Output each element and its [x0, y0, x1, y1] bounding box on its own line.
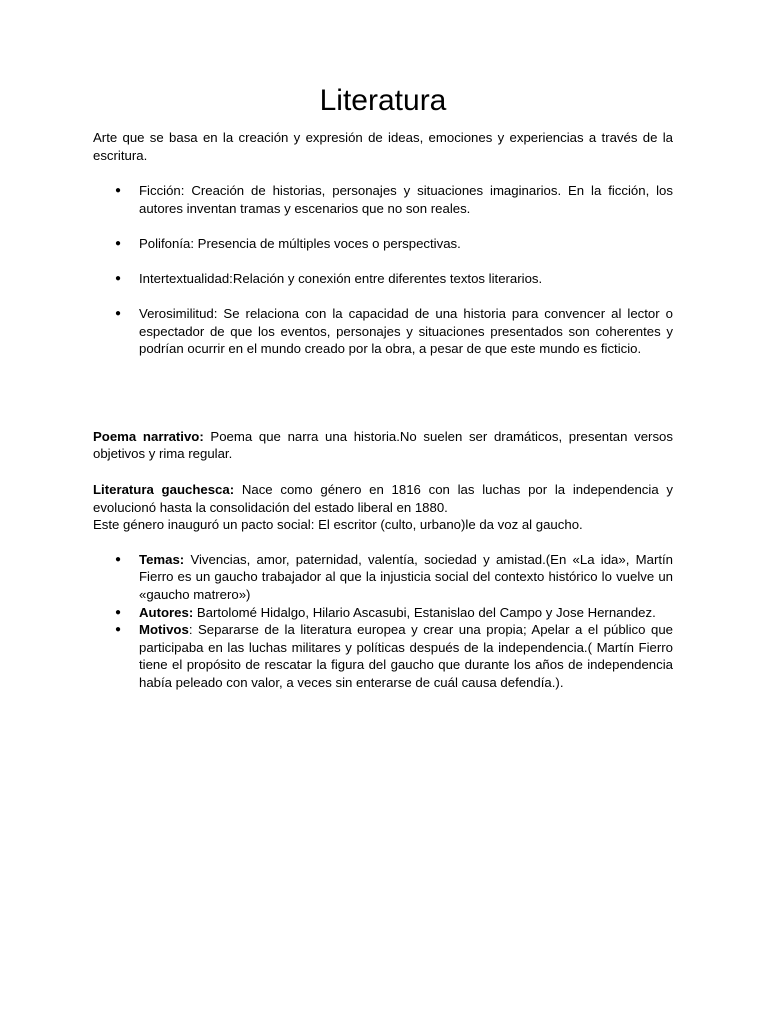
page-title: Literatura: [319, 84, 447, 117]
concept-text: Ficción: Creación de historias, personajes y situaciones imaginarios. En la ficción, los autores inventan tramas y escenarios que no son reales.: [139, 183, 673, 216]
item-term: Motivos: [139, 622, 189, 638]
concept-text: Polifonía: Presencia de múltiples voces o perspectivas.: [139, 235, 461, 251]
concepts-list: [93, 182, 673, 358]
item-term: Autores:: [139, 604, 194, 620]
list-item: [93, 551, 673, 604]
concept-text: Verosimilitud: Se relaciona con la capacidad de una historia para convencer al lector o espectador de que los eventos, personajes y situaciones presentados son coherentes y podrían ocurrir en el mundo creado por la obra, a pesar de que este mundo es ficticio.: [139, 306, 673, 357]
gauchesca-paragraph: [93, 481, 673, 516]
list-item: [93, 270, 673, 288]
intro-paragraph: Arte que se basa en la creación y expresión de ideas, emociones y experiencias a través de la escritura.: [93, 130, 673, 163]
gauchesca-term: Literatura gauchesca:: [93, 482, 235, 498]
bullet-icon: ●: [115, 553, 122, 565]
poema-term: Poema narrativo:: [93, 428, 204, 444]
item-text: Bartolomé Hidalgo, Hilario Ascasubi, Estanislao del Campo y Jose Hernandez.: [193, 604, 656, 620]
bullet-icon: ●: [115, 624, 122, 636]
list-item: [93, 621, 673, 691]
list-item: [93, 235, 673, 253]
list-item: [93, 182, 673, 217]
concept-text: Intertextualidad:Relación y conexión entre diferentes textos literarios.: [139, 270, 543, 286]
gauchesca-list: [93, 551, 673, 692]
bullet-icon: ●: [115, 272, 122, 284]
list-item: [93, 604, 673, 622]
list-item: [93, 305, 673, 358]
bullet-icon: ●: [115, 606, 122, 618]
bullet-icon: ●: [115, 185, 122, 197]
item-term: Temas:: [139, 551, 185, 567]
document-page: [93, 84, 673, 692]
bullet-icon: ●: [115, 308, 122, 320]
gauchesca-line2: Este género inauguró un pacto social: El escritor (culto, urbano)le da voz al gaucho.: [93, 517, 583, 533]
item-text: : Separarse de la literatura europea y crear una propia; Apelar a el público que participaba en las luchas militares y políticas después de la independencia.( Martín Fierro tiene el propósito de rescatar la figura del gaucho que durante los años de independencia había peleado con valor, a veces sin enterarse de cuál causa defendía.).: [139, 622, 673, 690]
poema-narrativo-paragraph: [93, 428, 673, 463]
bullet-icon: ●: [115, 237, 122, 249]
item-text: Vivencias, amor, paternidad, valentía, sociedad y amistad.(En «La ida», Martín Fierro es un gaucho trabajador al que la injusticia social del contexto histórico lo vuelve un «gaucho matrero»): [139, 551, 673, 602]
gauchesca-text: Nace como género en 1816 con las luchas por la independencia y evolucionó hasta la consolidación del estado liberal en 1880.: [93, 482, 673, 515]
poema-text: Poema que narra una historia.No suelen ser dramáticos, presentan versos objetivos y rima regular.: [93, 428, 673, 462]
